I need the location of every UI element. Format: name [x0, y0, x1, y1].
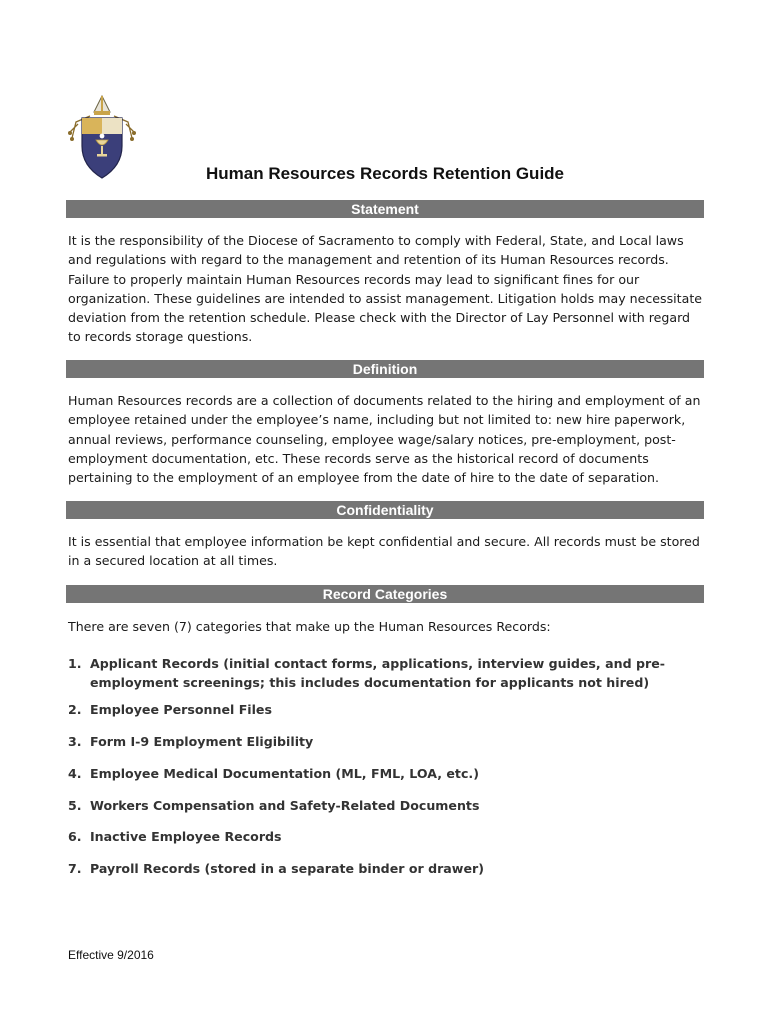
statement-text: It is the responsibility of the Diocese of Sacramento to comply with Federal, State, and Local laws and regulations with regard to the management and retention of its Human Resources records. Failure to properly maintain Human Resources records may lead to significant fines for our organization. These guidelines are intended to assist management. Litigation holds may necessitate deviation from the retention schedule. Please check with the Director of Lay Personnel with regard to records storage questions.	[68, 233, 703, 345]
confidentiality-text: It is essential that employee information be kept confidential and secure. All records must be stored in a secured location at all times.	[68, 534, 700, 569]
effective-date: Effective 9/2016	[68, 948, 154, 962]
record-categories-intro: There are seven (7) categories that make up the Human Resources Records:	[68, 619, 551, 634]
list-item-text: Employee Personnel Files	[90, 702, 272, 717]
list-item	[68, 700, 688, 719]
list-item-number: 1.	[68, 656, 82, 671]
list-item-number: 4.	[68, 766, 82, 781]
list-item-text: Payroll Records (stored in a separate binder or drawer)	[90, 861, 484, 876]
list-item	[68, 827, 688, 846]
list-item-text: Workers Compensation and Safety-Related Documents	[90, 798, 480, 813]
page-title: Human Resources Records Retention Guide	[205, 164, 565, 183]
list-item-number: 7.	[68, 861, 82, 876]
list-item-text: Form I-9 Employment Eligibility	[90, 734, 314, 749]
record-categories-heading: Record Categories	[66, 585, 704, 603]
definition-heading: Definition	[66, 360, 704, 378]
list-item-number: 2.	[68, 702, 82, 717]
list-item	[68, 732, 688, 751]
list-item-number: 5.	[68, 798, 82, 813]
list-item	[68, 859, 688, 878]
list-item-text: Employee Medical Documentation (ML, FML, LOA, etc.)	[90, 766, 479, 781]
list-item-number: 6.	[68, 829, 82, 844]
list-item-text: Inactive Employee Records	[90, 829, 282, 844]
statement-heading: Statement	[66, 200, 704, 218]
list-item	[68, 764, 688, 783]
list-item-number: 3.	[68, 734, 82, 749]
definition-text: Human Resources records are a collection of documents related to the hiring and employment of an employee retained under the employee’s name, including but not limited to: new hire paperwork, annual reviews, performance counseling, employee wage/salary notices, pre-employment, post-employment documentation, etc. These records serve as the historical record of documents pertaining to the employment of an employee from the date of hire to the date of separation.	[68, 393, 701, 486]
confidentiality-heading: Confidentiality	[66, 501, 704, 519]
list-item	[68, 654, 688, 692]
list-item-text: Applicant Records (initial contact forms, applications, interview guides, and pre-employment screenings; this includes documentation for applicants not hired)	[90, 656, 665, 690]
list-item	[68, 796, 688, 815]
